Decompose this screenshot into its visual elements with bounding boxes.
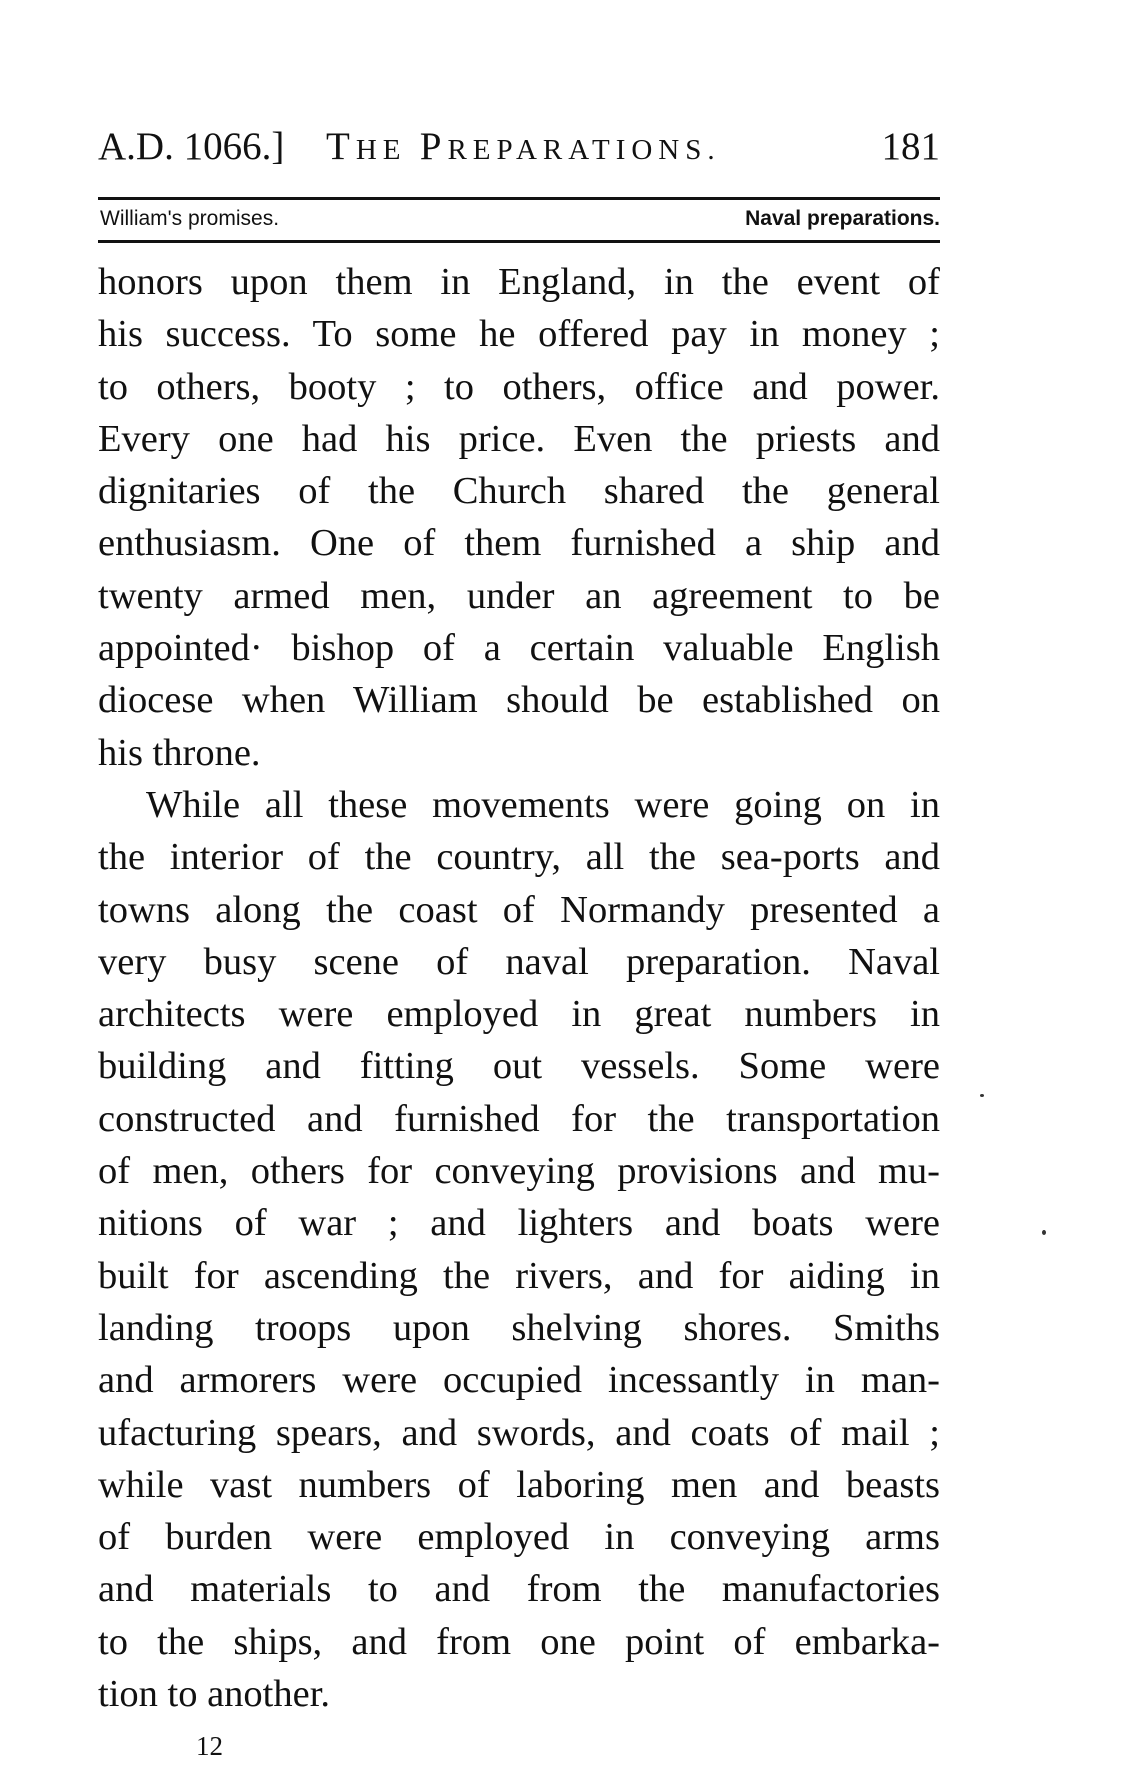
- header-rule-top: [98, 197, 940, 200]
- text-line: built for ascending the rivers, and for aiding in: [98, 1254, 940, 1297]
- text-line: honors upon them in England, in the event of: [98, 261, 940, 303]
- text-line: enthusiasm. One of them furnished a ship and: [98, 522, 940, 565]
- running-head-title-part: REPARATIONS.: [447, 134, 721, 166]
- header-rule-bottom: [98, 240, 940, 243]
- text-line: and armorers were occupied incessantly in man-: [98, 1359, 940, 1402]
- running-head: [98, 118, 940, 176]
- text-line: very busy scene of naval preparation. Naval: [98, 940, 940, 983]
- marginal-subheads: [98, 201, 940, 237]
- subhead-left: William's promises.: [100, 207, 280, 230]
- text-line: ufacturing spears, and swords, and coats of mail ;: [98, 1411, 940, 1454]
- running-head-title-part: T: [326, 125, 356, 168]
- text-line: While all these movements were going on in: [146, 783, 940, 826]
- text-line: diocese when William should be established on: [98, 679, 940, 722]
- text-line: appointed· bishop of a certain valuable English: [98, 627, 940, 670]
- text-line: the interior of the country, all the sea-ports and: [98, 836, 940, 879]
- running-head-title-part: HE: [355, 134, 420, 166]
- text-line: twenty armed men, under an agreement to be: [98, 574, 940, 617]
- text-line: to others, booty ; to others, office and power.: [98, 365, 940, 408]
- text-line: his success. To some he offered pay in money ;: [98, 313, 940, 356]
- text-line: towns along the coast of Normandy presented a: [98, 888, 940, 931]
- running-head-title: [326, 118, 721, 179]
- text-line: of burden were employed in conveying arms: [98, 1516, 940, 1559]
- text-line: while vast numbers of laboring men and beasts: [98, 1463, 940, 1506]
- text-line: Every one had his price. Even the priests and: [98, 417, 940, 460]
- subhead-right: Naval preparations.: [745, 207, 940, 230]
- text-line: architects were employed in great numbers in: [98, 993, 940, 1036]
- text-line: to the ships, and from one point of embarka-: [98, 1620, 940, 1663]
- text-line: his throne.: [98, 731, 261, 774]
- text-line: constructed and furnished for the transportation: [98, 1097, 940, 1140]
- scan-speck: [1042, 1230, 1046, 1235]
- text-line: dignitaries of the Church shared the general: [98, 470, 940, 513]
- signature-mark: 12: [196, 1731, 223, 1761]
- text-line: nitions of war ; and lighters and boats were: [98, 1202, 940, 1245]
- text-line: of men, others for conveying provisions and mu-: [98, 1150, 940, 1193]
- text-line: building and fitting out vessels. Some were: [98, 1045, 940, 1088]
- page-number: 181: [881, 125, 940, 168]
- scan-speck: [980, 1094, 984, 1097]
- text-line: tion to another.: [98, 1673, 331, 1716]
- body-text: [98, 256, 940, 1720]
- running-head-date: A.D. 1066.]: [98, 125, 285, 168]
- text-line: landing troops upon shelving shores. Smiths: [98, 1306, 940, 1349]
- running-head-title-part: P: [419, 125, 448, 168]
- text-line: and materials to and from the manufactories: [98, 1568, 940, 1611]
